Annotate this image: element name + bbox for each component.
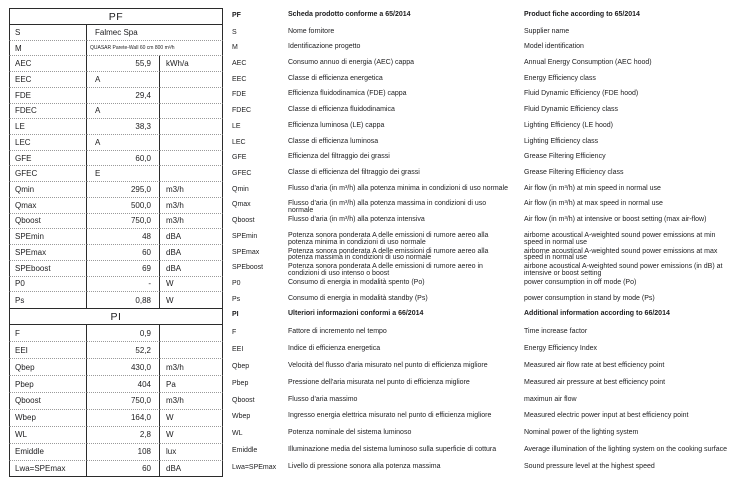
table-row bbox=[0, 214, 740, 230]
legend-description-it: Efficienza fluidodinamica (FDE) cappa bbox=[288, 90, 407, 98]
legend-description-en: maximun air flow bbox=[524, 395, 577, 403]
legend-description-it: Consumo di energia in modalità spento (Po) bbox=[288, 279, 425, 286]
parameter-code-cell: AEC bbox=[9, 56, 87, 72]
table-row bbox=[0, 151, 740, 167]
legend-description-it: Indice di efficienza energetica bbox=[288, 344, 381, 352]
legend-description-en: Time increase factor bbox=[524, 327, 588, 335]
parameter-unit-cell bbox=[160, 119, 223, 135]
legend-code: WL bbox=[232, 430, 243, 438]
parameter-unit-cell: W bbox=[160, 292, 223, 308]
legend-code: FDE bbox=[232, 91, 246, 99]
table-row bbox=[0, 56, 740, 72]
parameter-code-cell: Qboost bbox=[9, 214, 87, 230]
legend-section-code: PI bbox=[232, 311, 239, 319]
parameter-code-cell: EEC bbox=[9, 72, 87, 88]
legend-description-it: Livello di pressione sonora alla potenza massima bbox=[288, 463, 441, 471]
parameter-unit-cell: m3/h bbox=[160, 393, 223, 410]
legend-description-en: Annual Energy Consumption (AEC hood) bbox=[524, 58, 652, 66]
legend-code: M bbox=[232, 44, 238, 52]
table-row bbox=[0, 245, 740, 261]
parameter-code-cell: Emiddle bbox=[9, 444, 87, 461]
legend-section-title-en: Product fiche according to 65/2014 bbox=[524, 10, 640, 18]
legend-description-en: Lighting Efficiency (LE hood) bbox=[524, 121, 613, 129]
legend-code: GFEC bbox=[232, 169, 252, 177]
legend-code: LEC bbox=[232, 138, 246, 146]
parameter-unit-cell: m3/h bbox=[160, 214, 223, 230]
parameter-code-cell: LEC bbox=[9, 135, 87, 151]
legend-code: S bbox=[232, 28, 237, 36]
parameter-unit-cell bbox=[160, 135, 223, 151]
parameter-unit-cell bbox=[160, 166, 223, 182]
parameter-code-cell: SPEboost bbox=[9, 261, 87, 277]
parameter-code-cell: Qbep bbox=[9, 359, 87, 376]
parameter-unit-cell: lux bbox=[160, 444, 223, 461]
legend-description-it: Potenza sonora ponderata A delle emissioni di rumore aereo alla potenza minima in condizioni di uso normale bbox=[288, 231, 489, 246]
parameter-unit-cell bbox=[160, 342, 223, 359]
legend-code: F bbox=[232, 328, 237, 336]
legend-description-en: airborne acoustical A-weighted sound power emissions at min speed in normal use bbox=[524, 231, 716, 246]
legend-description-en: Grease Filtering Efficiency class bbox=[524, 168, 624, 176]
table-row bbox=[0, 325, 740, 342]
legend-description-it: Flusso d'aria massimo bbox=[288, 395, 358, 403]
parameter-code-cell: GFEC bbox=[9, 166, 87, 182]
parameter-value-cell: 60 bbox=[87, 245, 160, 261]
parameter-unit-cell: W bbox=[160, 427, 223, 444]
legend-code: Pbep bbox=[232, 379, 249, 387]
legend-code: Lwa=SPEmax bbox=[232, 464, 277, 472]
legend-description-it: Efficienza luminosa (LE) cappa bbox=[288, 121, 385, 129]
table-row bbox=[0, 342, 740, 359]
table-row bbox=[0, 393, 740, 410]
legend-description-it: Consumo di energia in modalità standby (Ps) bbox=[288, 294, 428, 302]
parameter-code-cell: GFE bbox=[9, 151, 87, 167]
parameter-value-cell: A bbox=[87, 72, 160, 88]
legend-code: SPEmax bbox=[232, 248, 260, 256]
parameter-value-cell: 29,4 bbox=[87, 88, 160, 104]
parameter-value-cell: 750,0 bbox=[87, 214, 160, 230]
legend-code: EEI bbox=[232, 345, 244, 353]
parameter-code-cell: Ps bbox=[9, 292, 87, 308]
parameter-value-cell: - bbox=[87, 277, 160, 293]
parameter-code-cell: WL bbox=[9, 427, 87, 444]
legend-description-en: Measured air pressure at best efficiency point bbox=[524, 378, 666, 386]
legend-code: SPEmin bbox=[232, 232, 258, 240]
table-row bbox=[0, 135, 740, 151]
legend-description-it: Velocità del flusso d'aria misurato nel punto di efficienza migliore bbox=[288, 361, 488, 369]
table-row bbox=[0, 182, 740, 198]
legend-description-it: Classe di efficienza del filtraggio dei grassi bbox=[288, 168, 420, 176]
parameter-value-cell: 108 bbox=[87, 444, 160, 461]
legend-description-en: Sound pressure level at the highest speed bbox=[524, 463, 655, 471]
table-row bbox=[0, 461, 740, 478]
legend-description-en: Model identification bbox=[524, 43, 584, 51]
parameter-value-cell: 0,88 bbox=[87, 292, 160, 308]
parameter-value-cell: 52,2 bbox=[87, 342, 160, 359]
legend-code: FDEC bbox=[232, 107, 252, 115]
legend-description-it: Flusso d'aria (in m³/h) alla potenza minima in condizioni di uso normale bbox=[288, 184, 508, 192]
parameter-value-cell: 430,0 bbox=[87, 359, 160, 376]
parameter-value-cell: Falmec Spa bbox=[87, 25, 160, 41]
table-row bbox=[0, 376, 740, 393]
legend-description-en: Fluid Dynamic Efficiency (FDE hood) bbox=[524, 90, 639, 98]
table-row bbox=[0, 277, 740, 293]
parameter-unit-cell bbox=[160, 325, 223, 342]
legend-description-en: Air flow (in m³/h) at max speed in normal use bbox=[524, 200, 663, 208]
legend-description-it: Nome fornitore bbox=[288, 27, 335, 35]
legend-description-en: Measured air flow rate at best efficiency point bbox=[524, 361, 665, 369]
legend-section-title-it: Ulteriori informazioni conformi a 66/2014 bbox=[288, 310, 424, 318]
section-title: PF bbox=[9, 8, 223, 25]
parameter-code-cell: Pbep bbox=[9, 376, 87, 393]
parameter-value-cell: 2,8 bbox=[87, 427, 160, 444]
parameter-code-cell: P0 bbox=[9, 277, 87, 293]
parameter-unit-cell bbox=[160, 104, 223, 120]
parameter-unit-cell bbox=[160, 151, 223, 167]
table-row bbox=[0, 229, 740, 245]
parameter-unit-cell: dBA bbox=[160, 461, 223, 478]
parameter-unit-cell: dBA bbox=[160, 229, 223, 245]
parameter-unit-cell: W bbox=[160, 410, 223, 427]
legend-description-it: Fattore di incremento nel tempo bbox=[288, 327, 387, 335]
parameter-unit-cell bbox=[160, 25, 223, 41]
legend-section-code: PF bbox=[232, 11, 241, 19]
legend-description-en: airbone acoustical A-weighted sound power emissions (in dB) at intensive or boost setting bbox=[524, 263, 723, 278]
legend-description-it: Potenza sonora ponderata A delle emissioni di rumore aereo in condizioni di uso intenso o boost bbox=[288, 263, 483, 278]
parameter-code-cell: SPEmin bbox=[9, 229, 87, 245]
legend-description-it: Flusso d'aria (in m³/h) alla potenza intensiva bbox=[288, 216, 425, 224]
legend-description-it: Consumo annuo di energia (AEC) cappa bbox=[288, 58, 415, 66]
parameter-value-cell: 404 bbox=[87, 376, 160, 393]
parameter-code-cell: FDEC bbox=[9, 104, 87, 120]
parameter-value-cell: 55,9 bbox=[87, 56, 160, 72]
legend-code: P0 bbox=[232, 280, 241, 287]
parameter-value-cell: A bbox=[87, 104, 160, 120]
parameter-code-cell: Qmax bbox=[9, 198, 87, 214]
parameter-value-cell: 164,0 bbox=[87, 410, 160, 427]
parameter-unit-cell: m3/h bbox=[160, 182, 223, 198]
legend-description-it: Efficienza del filtraggio dei grassi bbox=[288, 153, 390, 161]
legend-description-en: Measured electric power input at best efficiency point bbox=[524, 412, 689, 420]
table-row bbox=[0, 72, 740, 88]
table-row bbox=[0, 88, 740, 104]
table-row bbox=[0, 292, 740, 308]
legend-code: Emiddle bbox=[232, 447, 258, 455]
parameter-unit-cell: kWh/a bbox=[160, 56, 223, 72]
legend-description-en: power consumption in off mode (Po) bbox=[524, 279, 637, 286]
parameter-code-cell: S bbox=[9, 25, 87, 41]
legend-description-it: Classe di efficienza luminosa bbox=[288, 137, 379, 145]
parameter-code-cell: Qmin bbox=[9, 182, 87, 198]
parameter-code-cell: SPEmax bbox=[9, 245, 87, 261]
parameter-code-cell: F bbox=[9, 325, 87, 342]
parameter-value-cell: 69 bbox=[87, 261, 160, 277]
parameter-value-cell: 60,0 bbox=[87, 151, 160, 167]
section-header-row bbox=[0, 308, 740, 326]
legend-section-title-it: Scheda prodotto conforme a 65/2014 bbox=[288, 10, 411, 18]
legend-code: Qboost bbox=[232, 396, 255, 404]
legend-description-en: Supplier name bbox=[524, 27, 570, 35]
table-row bbox=[0, 119, 740, 135]
legend-description-en: airborne acoustical A-weighted sound power emissions at max speed in normal use bbox=[524, 247, 718, 262]
legend-code: GFE bbox=[232, 154, 247, 162]
parameter-unit-cell: dBA bbox=[160, 245, 223, 261]
legend-code: Qmin bbox=[232, 185, 249, 193]
parameter-unit-cell: m3/h bbox=[160, 198, 223, 214]
table-row bbox=[0, 41, 740, 57]
legend-code: LE bbox=[232, 122, 241, 130]
legend-section-title-en: Additional information according to 66/2014 bbox=[524, 310, 670, 318]
parameter-unit-cell bbox=[160, 88, 223, 104]
table-row bbox=[0, 104, 740, 120]
table-row bbox=[0, 198, 740, 214]
parameter-value-cell: 500,0 bbox=[87, 198, 160, 214]
legend-description-it: Identificazione progetto bbox=[288, 43, 361, 51]
parameter-code-cell: EEI bbox=[9, 342, 87, 359]
legend-description-it: Classe di efficienza fluidodinamica bbox=[288, 106, 395, 114]
parameter-value-cell: E bbox=[87, 166, 160, 182]
legend-code: AEC bbox=[232, 59, 247, 67]
legend-description-it: Classe di efficienza energetica bbox=[288, 74, 383, 82]
parameter-value-cell: QUASAR Parete-Wall 60 cm 800 m³/h bbox=[87, 41, 160, 57]
table-row bbox=[0, 410, 740, 427]
legend-description-en: Energy Efficiency Index bbox=[524, 344, 598, 352]
parameter-unit-cell bbox=[160, 72, 223, 88]
table-row bbox=[0, 25, 740, 41]
legend-description-en: Energy Efficiency class bbox=[524, 74, 596, 82]
legend-description-en: Air flow (in m³/h) at min speed in normal use bbox=[524, 184, 661, 192]
parameter-code-cell: Lwa=SPEmax bbox=[9, 461, 87, 478]
parameter-value-cell: A bbox=[87, 135, 160, 151]
legend-description-en: power consumption in stand by mode (Ps) bbox=[524, 294, 655, 302]
legend-description-en: Average illumination of the lighting system on the cooking surface bbox=[524, 446, 727, 454]
legend-description-en: Fluid Dynamic Efficiency class bbox=[524, 106, 619, 114]
legend-description-it: Potenza sonora ponderata A delle emissioni di rumore aereo alla potenza massima in condizioni di uso normale bbox=[288, 247, 489, 262]
parameter-value-cell: 295,0 bbox=[87, 182, 160, 198]
legend-description-en: Grease Filtering Efficiency bbox=[524, 153, 606, 161]
table-row bbox=[0, 444, 740, 461]
parameter-code-cell: Qboost bbox=[9, 393, 87, 410]
legend-description-it: Flusso d'aria (in m³/h) alla potenza massima in condizioni di uso normale bbox=[288, 200, 487, 215]
parameter-value-cell: 750,0 bbox=[87, 393, 160, 410]
parameter-value-cell: 48 bbox=[87, 229, 160, 245]
legend-description-it: Potenza nominale del sistema luminoso bbox=[288, 429, 412, 437]
legend-description-it: Ingresso energia elettrica misurato nel punto di efficienza migliore bbox=[288, 412, 492, 420]
section-title: PI bbox=[9, 308, 223, 326]
table-row bbox=[0, 359, 740, 376]
parameter-unit-cell bbox=[160, 41, 223, 57]
parameter-code-cell: FDE bbox=[9, 88, 87, 104]
legend-description-en: Air flow (in m³/h) at intensive or boost setting (max air-flow) bbox=[524, 216, 707, 224]
parameter-value-cell: 60 bbox=[87, 461, 160, 478]
legend-code: SPEboost bbox=[232, 264, 264, 272]
legend-code: Qmax bbox=[232, 201, 251, 209]
parameter-code-cell: Wbep bbox=[9, 410, 87, 427]
legend-code: EEC bbox=[232, 75, 247, 83]
table-row bbox=[0, 166, 740, 182]
legend-description-it: Pressione dell'aria misurata nel punto di efficienza migliore bbox=[288, 378, 470, 386]
legend-description-en: Lighting Efficiency class bbox=[524, 137, 599, 145]
parameter-unit-cell: Pa bbox=[160, 376, 223, 393]
parameter-value-cell: 38,3 bbox=[87, 119, 160, 135]
parameter-value-cell: 0,9 bbox=[87, 325, 160, 342]
table-row bbox=[0, 261, 740, 277]
parameter-code-cell: M bbox=[9, 41, 87, 57]
parameter-code-cell: LE bbox=[9, 119, 87, 135]
legend-code: Ps bbox=[232, 295, 241, 303]
parameter-unit-cell: dBA bbox=[160, 261, 223, 277]
legend-description-it: Illuminazione media del sistema luminoso sulla superficie di cottura bbox=[288, 446, 497, 454]
legend-code: Qbep bbox=[232, 362, 250, 370]
parameter-unit-cell: W bbox=[160, 277, 223, 293]
legend-description-en: Nominal power of the lighting system bbox=[524, 429, 639, 437]
parameter-unit-cell: m3/h bbox=[160, 359, 223, 376]
legend-code: Qboost bbox=[232, 217, 255, 225]
table-row bbox=[0, 427, 740, 444]
legend-code: Wbep bbox=[232, 413, 251, 421]
section-header-row bbox=[0, 8, 740, 25]
